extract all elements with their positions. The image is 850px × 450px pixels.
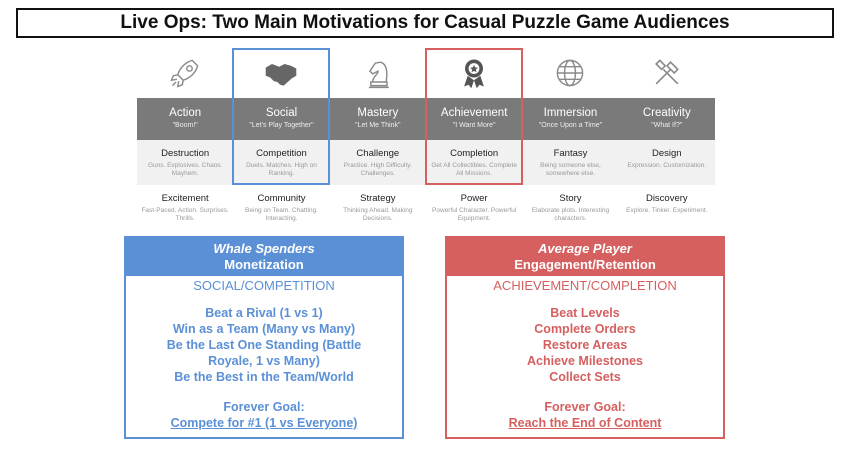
list-item: Win as a Team (Many vs Many) [172,322,356,336]
average-player-panel [445,236,725,439]
motivation-cell: Competition Duels. Matches. High on Ranking. [246,148,317,177]
list-item: Royale, 1 vs Many) [208,354,320,368]
column-header: Mastery "Let Me Think" [355,107,401,129]
achievement-highlight-box [425,48,523,185]
chess-knight-icon [330,52,426,94]
tools-icon [619,52,715,94]
panel-header: Average Player Engagement/Retention [447,238,723,276]
list-item: Beat a Rival (1 vs 1) [205,306,323,320]
page-title: Live Ops: Two Main Motivations for Casual Puzzle Game Audiences [16,8,834,38]
motivation-cell: Discovery Explore. Tinker. Experiment. [626,193,708,214]
list-item: Beat Levels [550,306,620,320]
forever-goal-link[interactable]: Reach the End of Content [508,416,662,430]
panel-goal: Forever Goal: Compete for #1 (1 vs Everyone) [126,399,402,431]
whale-spenders-panel [124,236,404,439]
rocket-icon [137,52,233,94]
column-header: Achievement "I Want More" [440,107,508,129]
motivation-cell: Power Powerful Character. Powerful Equipment. [432,193,517,222]
panel-header: Whale Spenders Monetization [126,238,402,276]
motivation-cell: Excitement Fast-Paced. Action. Surprises. Thrills. [141,193,229,222]
list-item: Complete Orders [534,322,636,336]
panel-goal: Forever Goal: Reach the End of Content [447,399,723,431]
list-item: Restore Areas [542,338,628,352]
list-item: Achieve Milestones [526,354,643,368]
motivation-cell: Completion Get All Collectibles. Complete All Missions. [431,148,517,177]
panel-items [447,305,723,385]
motivation-cell: Challenge Practice. High Difficulty. Challenges. [343,148,412,177]
forever-goal-link[interactable]: Compete for #1 (1 vs Everyone) [170,416,358,430]
social-highlight-box [232,48,330,185]
column-header: Social "Let's Play Together" [249,107,314,129]
panel-category: ACHIEVEMENT/COMPLETION [493,278,677,293]
list-item: Collect Sets [549,370,621,384]
globe-icon [522,52,618,94]
column-header: Action "Boom!" [169,107,202,129]
column-header: Immersion "Once Upon a Time" [538,107,603,129]
motivation-cell: Design Expression. Customization. [627,148,707,169]
column-header: Creativity "What If?" [642,107,691,129]
list-item: Be the Best in the Team/World [174,370,354,384]
panel-category: SOCIAL/COMPETITION [193,278,335,293]
table-row [137,185,715,230]
list-item: Be the Last One Standing (Battle [166,338,362,352]
motivation-cell: Community Being on Team. Chatting. Interacting. [245,193,318,222]
motivation-cell: Fantasy Being someone else, somewhere else. [540,148,601,177]
motivation-cell: Destruction Guns. Explosives. Chaos. Mayhem. [147,148,223,177]
motivation-cell: Strategy Thinking Ahead. Making Decisions. [343,193,413,222]
panel-items [126,305,402,385]
motivation-cell: Story Elaborate plots. Interesting characters. [531,193,610,222]
